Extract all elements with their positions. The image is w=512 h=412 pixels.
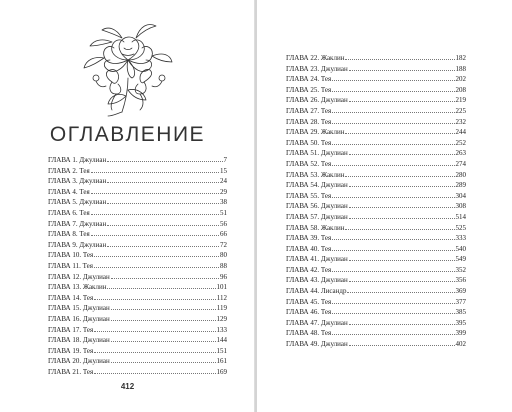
toc-entry (286, 117, 466, 128)
toc-leader-dots (349, 180, 455, 187)
toc-entry (286, 223, 466, 234)
toc-leader-dots (332, 244, 454, 251)
toc-entry (48, 250, 227, 261)
toc-entry (48, 314, 227, 325)
toc-entry (286, 74, 466, 85)
toc-entry-page: 202 (455, 75, 466, 84)
toc-entry-page: 395 (455, 318, 466, 327)
toc-entry-page: 244 (455, 128, 466, 137)
toc-entry-label: ГЛАВА 39. Тея (286, 234, 332, 243)
toc-entry-label: ГЛАВА 13. Жаклин (48, 283, 107, 292)
toc-entry-page: 514 (455, 212, 466, 221)
toc-entry (286, 170, 466, 181)
toc-leader-dots (91, 187, 219, 194)
toc-entry (286, 127, 466, 138)
toc-entry-page: 304 (455, 191, 466, 200)
toc-entry (286, 233, 466, 244)
toc-entry (48, 282, 227, 293)
toc-entry-page: 402 (455, 340, 466, 349)
toc-entry (48, 197, 227, 208)
toc-entry-page: 385 (455, 308, 466, 317)
toc-entry-page: 369 (455, 287, 466, 296)
toc-leader-dots (332, 159, 454, 166)
toc-entry (48, 367, 227, 378)
toc-entry (286, 138, 466, 149)
toc-entry-label: ГЛАВА 21. Тея (48, 367, 94, 376)
toc-leader-dots (107, 240, 219, 247)
toc-entry-page: 169 (216, 367, 227, 376)
toc-entry-page: 80 (220, 251, 227, 260)
toc-leader-dots (107, 282, 215, 289)
toc-leader-dots (91, 229, 219, 236)
toc-leader-dots (332, 106, 454, 113)
toc-entry-page: 188 (455, 64, 466, 73)
toc-entry-label: ГЛАВА 53. Жаклин (286, 170, 345, 179)
toc-entry-label: ГЛАВА 1. Джулиан (48, 156, 107, 164)
toc-entry-label: ГЛАВА 8. Тея (48, 230, 90, 239)
toc-entry-label: ГЛАВА 22. Жаклин (286, 54, 345, 62)
toc-entry-label: ГЛАВА 25. Тея (286, 85, 332, 94)
toc-entry-page: 352 (455, 265, 466, 274)
toc-entry-label: ГЛАВА 12. Джулиан (48, 272, 110, 281)
toc-entry (286, 180, 466, 191)
toc-entry (286, 318, 466, 329)
toc-leader-dots (332, 74, 454, 81)
toc-entry-label: ГЛАВА 27. Тея (286, 106, 332, 115)
toc-entry-label: ГЛАВА 51. Джулиан (286, 149, 348, 158)
toc-leader-dots (349, 212, 455, 219)
toc-leader-dots (332, 328, 454, 335)
toc-entry (286, 212, 466, 223)
toc-entry-page: 96 (220, 272, 227, 281)
toc-entry-page: 274 (455, 159, 466, 168)
toc-entry (48, 187, 227, 198)
toc-entry (286, 106, 466, 117)
toc-entry-label: ГЛАВА 2. Тея (48, 166, 90, 175)
toc-entry (48, 346, 227, 357)
toc-entry-label: ГЛАВА 28. Тея (286, 117, 332, 126)
toc-entry-page: 56 (220, 219, 227, 228)
toc-entry-label: ГЛАВА 29. Жаклин (286, 128, 345, 137)
toc-leader-dots (349, 254, 455, 261)
toc-entry-page: 289 (455, 181, 466, 190)
toc-entry-page: 51 (220, 208, 227, 217)
toc-entry-label: ГЛАВА 57. Джулиан (286, 212, 348, 221)
toc-entry (286, 64, 466, 75)
toc-entry (48, 261, 227, 272)
toc-entry-label: ГЛАВА 16. Джулиан (48, 314, 110, 323)
toc-entry-label: ГЛАВА 20. Джулиан (48, 357, 110, 366)
toc-entry (48, 208, 227, 219)
toc-entry (286, 85, 466, 96)
toc-entry-label: ГЛАВА 24. Тея (286, 75, 332, 84)
toc-heading: ОГЛАВЛЕНИЕ (49, 123, 206, 146)
toc-leader-dots (94, 325, 215, 332)
toc-leader-dots (349, 201, 455, 208)
toc-entry-page: 263 (455, 149, 466, 158)
toc-entry-page: 72 (220, 240, 227, 249)
toc-entry-page: 549 (455, 255, 466, 264)
toc-entry-label: ГЛАВА 4. Тея (48, 187, 90, 196)
toc-entry (286, 159, 466, 170)
toc-entry (48, 219, 227, 230)
toc-entry-label: ГЛАВА 47. Джулиан (286, 318, 348, 327)
toc-leader-dots (107, 176, 219, 183)
toc-entry (286, 328, 466, 339)
toc-entry-page: 280 (455, 170, 466, 179)
toc-entry-label: ГЛАВА 11. Тея (48, 261, 93, 270)
toc-leader-dots (111, 272, 219, 279)
toc-entry-page: 540 (455, 244, 466, 253)
toc-entry (286, 265, 466, 276)
toc-leader-dots (332, 265, 454, 272)
toc-entry-page: 232 (455, 117, 466, 126)
toc-entry-label: ГЛАВА 9. Джулиан (48, 240, 107, 249)
toc-entry (286, 307, 466, 318)
toc-entry-label: ГЛАВА 23. Джулиан (286, 64, 348, 73)
toc-entry (286, 191, 466, 202)
toc-entry-label: ГЛАВА 42. Тея (286, 265, 332, 274)
toc-leader-dots (94, 261, 219, 268)
toc-entry (48, 356, 227, 367)
toc-leader-dots (332, 191, 454, 198)
toc-entry-page: 29 (220, 187, 227, 196)
toc-entry (48, 240, 227, 251)
toc-entry-label: ГЛАВА 5. Джулиан (48, 198, 107, 207)
toc-leader-dots (332, 297, 454, 304)
toc-leader-dots (332, 117, 454, 124)
toc-list-right (286, 53, 466, 350)
toc-leader-dots (111, 356, 216, 363)
toc-entry-label: ГЛАВА 14. Тея (48, 293, 94, 302)
toc-entry-page: 356 (455, 276, 466, 285)
toc-entry (286, 53, 466, 64)
toc-entry (48, 166, 227, 177)
toc-leader-dots (94, 367, 215, 374)
toc-entry-label: ГЛАВА 48. Тея (286, 329, 332, 338)
toc-entry-page: 151 (216, 346, 227, 355)
toc-entry-page: 525 (455, 223, 466, 232)
right-page (257, 0, 512, 412)
toc-entry (48, 155, 227, 166)
toc-leader-dots (349, 339, 455, 346)
toc-entry-label: ГЛАВА 19. Тея (48, 346, 94, 355)
toc-leader-dots (349, 95, 455, 102)
toc-entry-label: ГЛАВА 43. Джулиан (286, 276, 348, 285)
toc-entry-label: ГЛАВА 46. Тея (286, 308, 332, 317)
toc-entry (48, 303, 227, 314)
toc-entry-page: 182 (455, 54, 466, 62)
toc-leader-dots (345, 223, 454, 230)
toc-entry-page: 129 (216, 314, 227, 323)
toc-leader-dots (347, 286, 454, 293)
toc-entry-label: ГЛАВА 44. Лисандр (286, 287, 347, 296)
toc-leader-dots (107, 155, 222, 162)
toc-entry-page: 333 (455, 234, 466, 243)
toc-entry-page: 66 (220, 230, 227, 239)
toc-entry-page: 399 (455, 329, 466, 338)
toc-entry-label: ГЛАВА 45. Тея (286, 297, 332, 306)
toc-entry-page: 219 (455, 96, 466, 105)
toc-entry (48, 335, 227, 346)
toc-entry-page: 308 (455, 202, 466, 211)
toc-leader-dots (91, 166, 219, 173)
toc-entry-label: ГЛАВА 41. Джулиан (286, 255, 348, 264)
toc-entry (286, 297, 466, 308)
toc-entry-label: ГЛАВА 17. Тея (48, 325, 94, 334)
toc-entry-page: 161 (216, 357, 227, 366)
toc-entry-page: 24 (220, 177, 227, 186)
toc-entry-page: 133 (216, 325, 227, 334)
toc-leader-dots (94, 293, 216, 300)
toc-leader-dots (94, 346, 215, 353)
toc-leader-dots (349, 64, 455, 71)
toc-entry-label: ГЛАВА 54. Джулиан (286, 181, 348, 190)
toc-entry-label: ГЛАВА 18. Джулиан (48, 336, 110, 345)
toc-entry-page: 225 (455, 106, 466, 115)
toc-leader-dots (111, 314, 216, 321)
toc-entry-label: ГЛАВА 52. Тея (286, 159, 332, 168)
toc-leader-dots (349, 148, 455, 155)
toc-leader-dots (111, 335, 216, 342)
toc-entry-page: 7 (223, 156, 227, 164)
toc-entry-label: ГЛАВА 40. Тея (286, 244, 332, 253)
toc-entry (286, 148, 466, 159)
left-page (0, 0, 255, 412)
toc-entry (286, 201, 466, 212)
toc-leader-dots (332, 307, 454, 314)
toc-entry-page: 377 (455, 297, 466, 306)
toc-leader-dots (332, 138, 454, 145)
toc-entry (48, 325, 227, 336)
toc-entry-page: 88 (220, 261, 227, 270)
toc-entry (286, 244, 466, 255)
toc-entry-page: 112 (216, 293, 227, 302)
toc-leader-dots (94, 250, 219, 257)
toc-leader-dots (332, 85, 454, 92)
toc-entry (286, 275, 466, 286)
toc-entry-label: ГЛАВА 6. Тея (48, 208, 90, 217)
toc-entry (48, 272, 227, 283)
toc-leader-dots (91, 208, 219, 215)
toc-entry-label: ГЛАВА 50. Тея (286, 138, 332, 147)
toc-entry-label: ГЛАВА 49. Джулиан (286, 340, 348, 349)
toc-entry-label: ГЛАВА 55. Тея (286, 191, 332, 200)
toc-entry-page: 144 (216, 336, 227, 345)
toc-leader-dots (107, 219, 219, 226)
toc-leader-dots (332, 233, 454, 240)
toc-entry (286, 95, 466, 106)
toc-leader-dots (345, 170, 454, 177)
toc-entry (48, 176, 227, 187)
toc-entry-page: 208 (455, 85, 466, 94)
toc-entry-label: ГЛАВА 10. Тея (48, 251, 94, 260)
toc-entry (286, 254, 466, 265)
toc-leader-dots (349, 318, 455, 325)
toc-leader-dots (345, 127, 454, 134)
toc-entry-page: 38 (220, 198, 227, 207)
toc-entry-page: 252 (455, 138, 466, 147)
toc-entry-label: ГЛАВА 15. Джулиан (48, 304, 110, 313)
toc-entry-page: 119 (216, 304, 227, 313)
toc-leader-dots (349, 275, 455, 282)
toc-entry-page: 101 (216, 283, 227, 292)
toc-entry (286, 339, 466, 350)
toc-leader-dots (111, 303, 216, 310)
toc-entry (48, 229, 227, 240)
page-number: 412 (120, 382, 135, 391)
toc-entry-label: ГЛАВА 3. Джулиан (48, 177, 107, 186)
peony-line-art-icon (82, 20, 174, 118)
toc-leader-dots (107, 197, 219, 204)
toc-leader-dots (345, 53, 454, 60)
toc-entry-label: ГЛАВА 26. Джулиан (286, 96, 348, 105)
toc-entry-page: 15 (220, 166, 227, 175)
toc-entry-label: ГЛАВА 58. Жаклин (286, 223, 345, 232)
toc-entry (48, 293, 227, 304)
toc-entry (286, 286, 466, 297)
toc-list-left (48, 155, 227, 377)
toc-entry-label: ГЛАВА 7. Джулиан (48, 219, 107, 228)
toc-entry-label: ГЛАВА 56. Джулиан (286, 202, 348, 211)
